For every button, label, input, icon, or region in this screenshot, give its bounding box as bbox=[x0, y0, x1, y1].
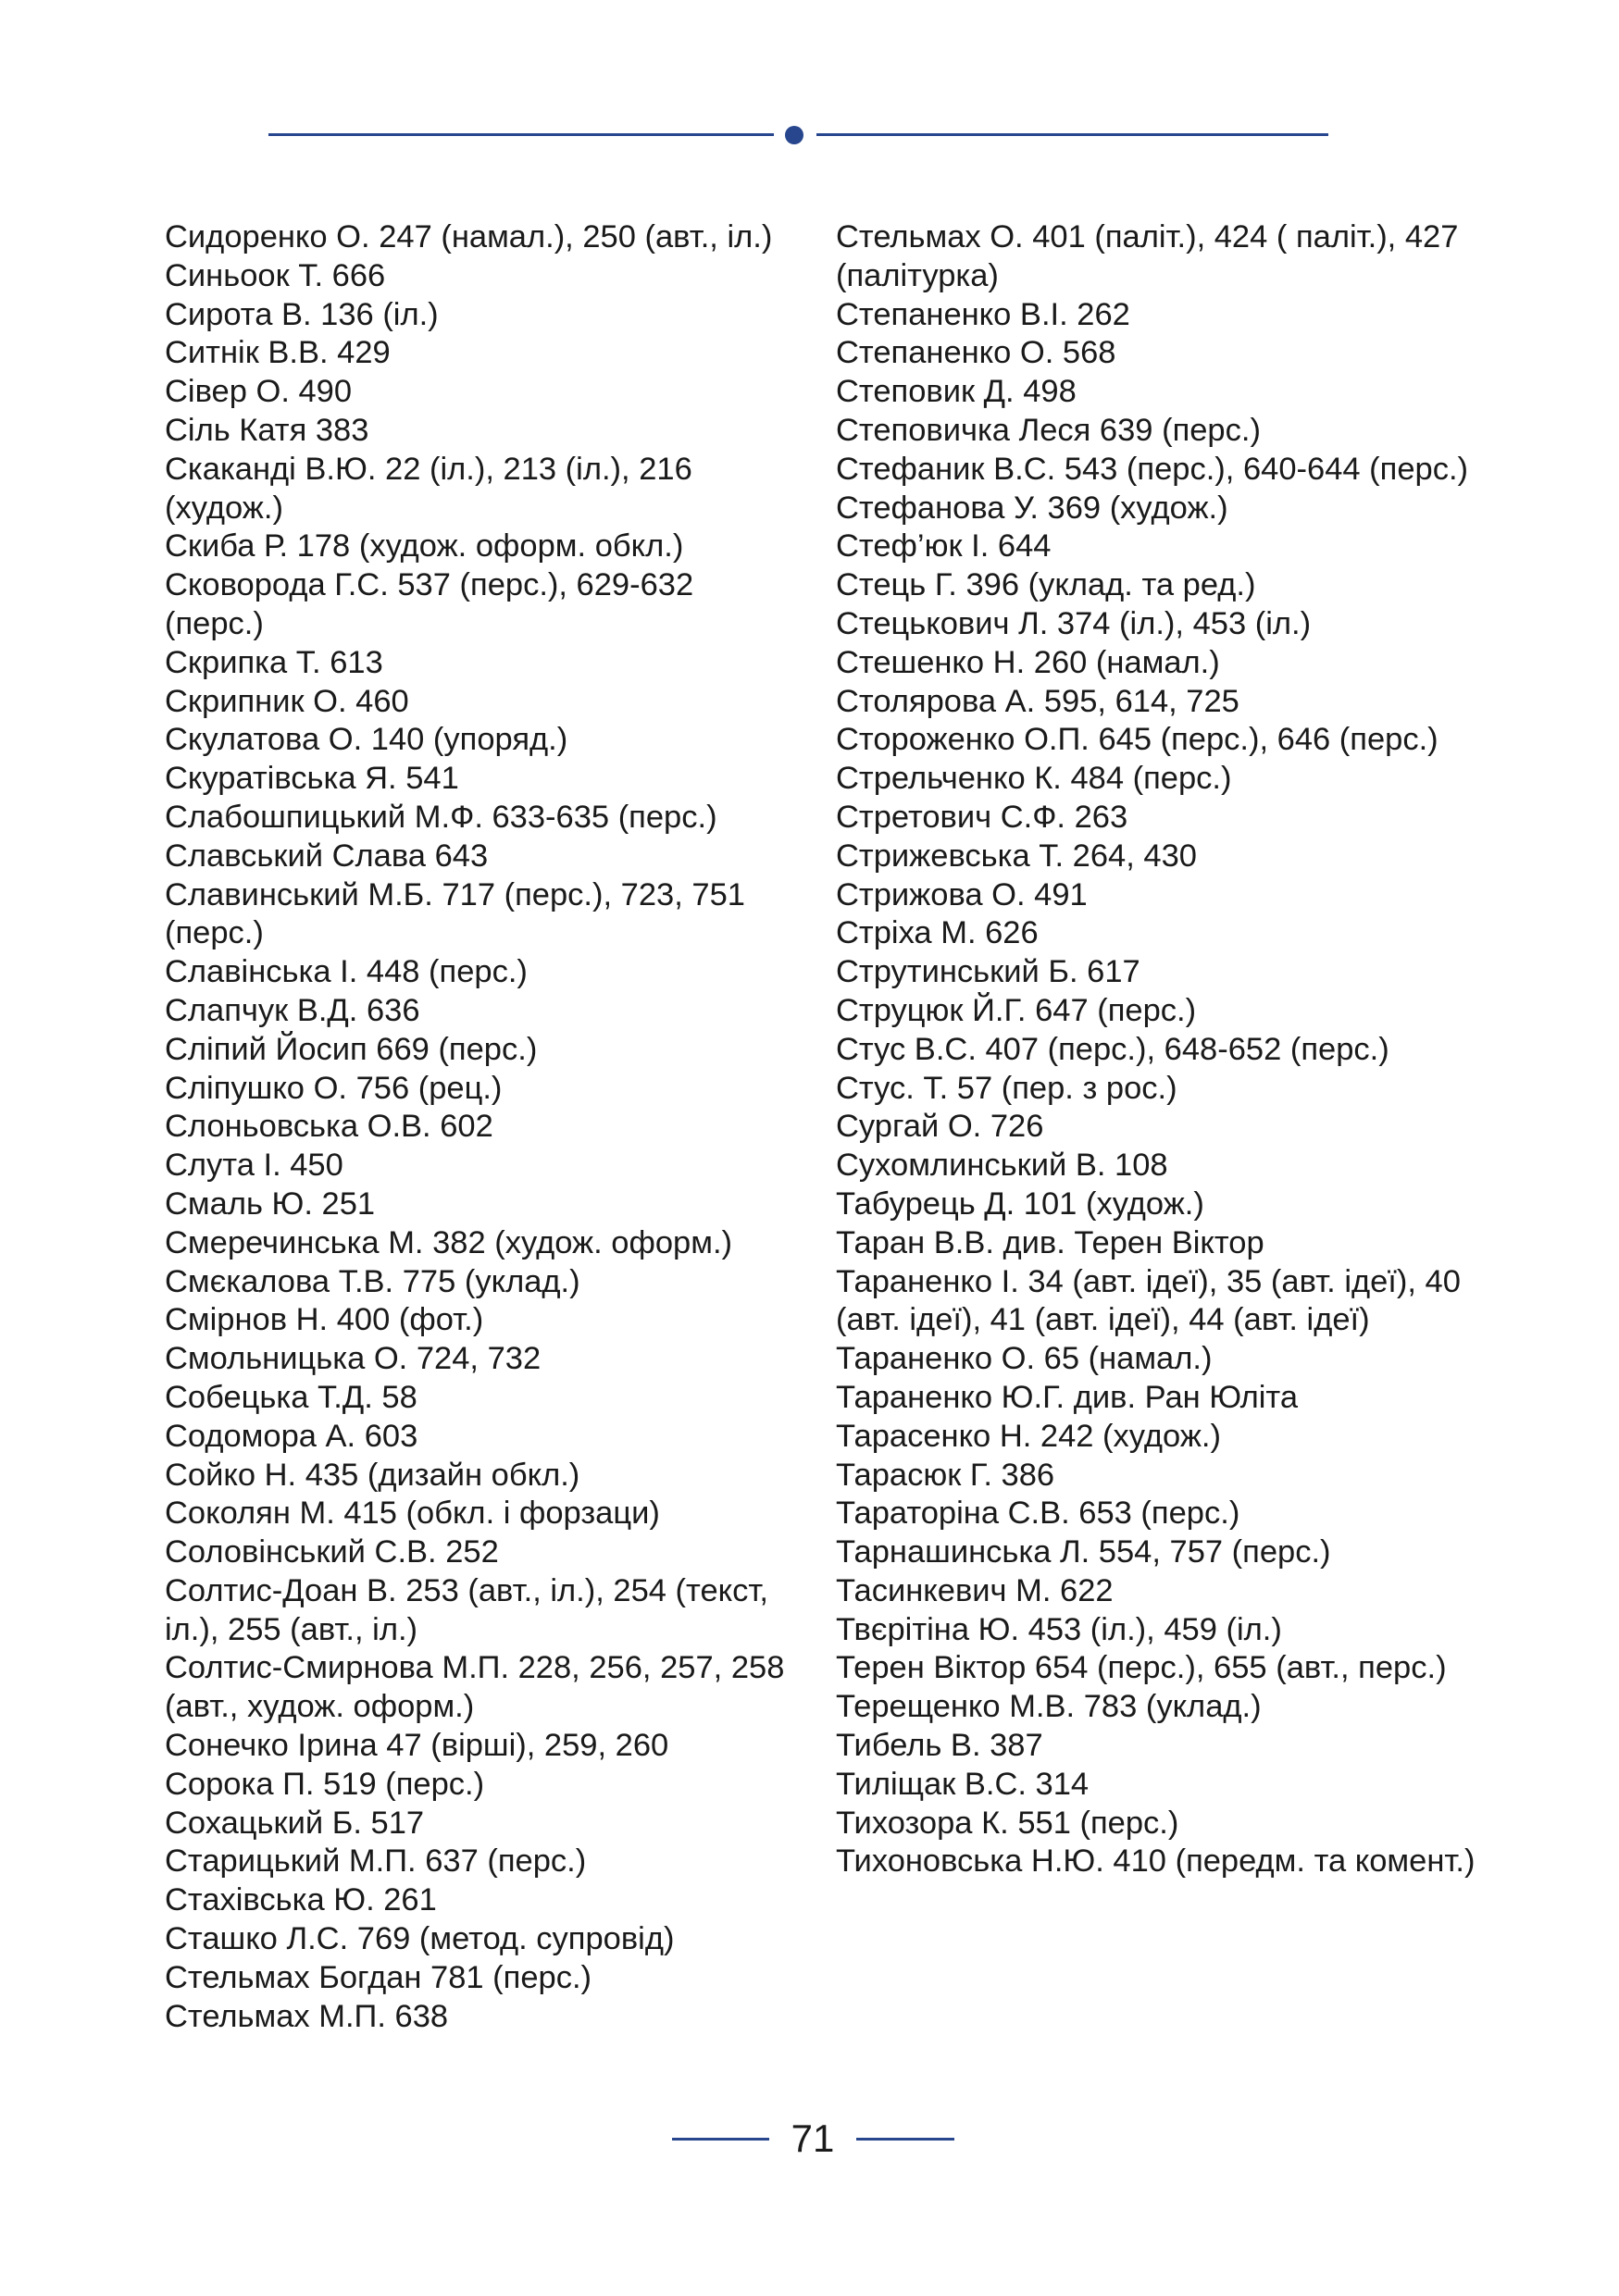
page-footer bbox=[672, 2116, 954, 2162]
index-entry: Тараненко Ю.Г. див. Ран Юліта bbox=[836, 1379, 1299, 1415]
index-entry: Сонечко Ірина 47 (вірші), 259, 260 bbox=[165, 1728, 669, 1764]
index-entry: Смеречинська М. 382 (худож. оформ.) bbox=[165, 1224, 733, 1260]
index-entry: Скрипник О. 460 bbox=[165, 683, 409, 719]
index-entry: Сіль Катя 383 bbox=[165, 412, 369, 448]
index-entry: Сургай О. 726 bbox=[836, 1109, 1044, 1145]
index-entry: Стріха М. 626 bbox=[836, 915, 1039, 951]
index-entry: Сохацький Б. 517 bbox=[165, 1805, 425, 1841]
index-entry: Славський Слава 643 bbox=[165, 838, 489, 874]
index-entry: Стрижевська Т. 264, 430 bbox=[836, 838, 1197, 874]
index-entry: Смєкалова Т.В. 775 (уклад.) bbox=[165, 1263, 580, 1299]
index-entry: Скулатова О. 140 (упоряд.) bbox=[165, 722, 568, 758]
index-entry: Стельмах О. 401 (паліт.), 424 ( паліт.), 427 (палітурка) bbox=[836, 219, 1459, 293]
index-entry: Солтис-Доан В. 253 (авт., іл.), 254 (текст, іл.), 255 (авт., іл.) bbox=[165, 1572, 768, 1647]
index-entry: Струтинський Б. 617 bbox=[836, 954, 1140, 990]
index-entry: Слоньовська О.В. 602 bbox=[165, 1109, 493, 1145]
index-entry: Слапчук В.Д. 636 bbox=[165, 992, 420, 1028]
index-column-left bbox=[165, 218, 794, 2036]
index-entry: Тарасюк Г. 386 bbox=[836, 1457, 1055, 1493]
index-entry: Стрельченко К. 484 (перс.) bbox=[836, 761, 1232, 797]
index-entry: Тасинкевич М. 622 bbox=[836, 1572, 1114, 1608]
index-entry: Соколян М. 415 (обкл. і форзаци) bbox=[165, 1496, 660, 1532]
top-ornament bbox=[268, 126, 1328, 144]
index-entry: Сліпушко О. 756 (рец.) bbox=[165, 1070, 503, 1106]
index-entry: Стус В.С. 407 (перс.), 648-652 (перс.) bbox=[836, 1031, 1389, 1067]
index-entry: Сліпий Йосип 669 (перс.) bbox=[165, 1031, 538, 1067]
index-entry: Ситнік В.В. 429 bbox=[165, 335, 391, 371]
index-entry: Тарасенко Н. 242 (худож.) bbox=[836, 1418, 1221, 1454]
index-entry: Стефаник В.С. 543 (перс.), 640-644 (перс.) bbox=[836, 451, 1469, 487]
index-entry: Стахівська Ю. 261 bbox=[165, 1882, 437, 1918]
ornament-line-right bbox=[816, 133, 1328, 136]
index-entry: Степаненко В.І. 262 bbox=[836, 296, 1130, 332]
index-entry: Сидоренко О. 247 (намал.), 250 (авт., іл.) bbox=[165, 219, 773, 254]
index-entry: Сівер О. 490 bbox=[165, 374, 353, 410]
index-entry: Слабошпицький М.Ф. 633-635 (перс.) bbox=[165, 799, 717, 835]
index-entry: Тараторіна С.В. 653 (перс.) bbox=[836, 1496, 1240, 1532]
index-entry: Стецькович Л. 374 (іл.), 453 (іл.) bbox=[836, 605, 1312, 641]
index-entry: Сорока П. 519 (перс.) bbox=[165, 1766, 485, 1802]
index-entry: Стрижова О. 491 bbox=[836, 876, 1088, 912]
index-entry: Струцюк Й.Г. 647 (перс.) bbox=[836, 992, 1197, 1028]
page-number: 71 bbox=[791, 2116, 835, 2160]
footer-rule-left bbox=[672, 2138, 769, 2141]
index-entry: Смольницька О. 724, 732 bbox=[165, 1341, 542, 1377]
index-entry: Терен Віктор 654 (перс.), 655 (авт., перс.) bbox=[836, 1650, 1447, 1686]
index-entry: Стешенко Н. 260 (намал.) bbox=[836, 644, 1220, 680]
index-entry: Стефанова У. 369 (худож.) bbox=[836, 490, 1228, 526]
index-entry: Степовичка Леся 639 (перс.) bbox=[836, 412, 1261, 448]
index-entry: Тихоновська Н.Ю. 410 (передм. та комент.) bbox=[836, 1843, 1476, 1880]
index-entry: Старицький М.П. 637 (перс.) bbox=[165, 1843, 587, 1880]
index-entry: Тарнашинська Л. 554, 757 (перс.) bbox=[836, 1534, 1331, 1570]
ornament-dot bbox=[785, 126, 803, 144]
index-entry: Тараненко О. 65 (намал.) bbox=[836, 1341, 1213, 1377]
index-entry: Стретович С.Ф. 263 bbox=[836, 799, 1128, 835]
index-entry: Табурець Д. 101 (худож.) bbox=[836, 1185, 1204, 1222]
index-entry: Тиліщак В.С. 314 bbox=[836, 1766, 1090, 1802]
index-entry: Стус. Т. 57 (пер. з рос.) bbox=[836, 1070, 1177, 1106]
index-entry: Стельмах Богдан 781 (перс.) bbox=[165, 1959, 592, 1995]
index-entry: Слута І. 450 bbox=[165, 1148, 343, 1184]
index-column-right bbox=[836, 218, 1479, 1881]
footer-rule-right bbox=[856, 2138, 954, 2141]
index-entry: Тибель В. 387 bbox=[836, 1728, 1043, 1764]
index-entry: Сташко Л.С. 769 (метод. супровід) bbox=[165, 1921, 675, 1957]
index-entry: Смаль Ю. 251 bbox=[165, 1185, 376, 1222]
index-entry: Содомора А. 603 bbox=[165, 1418, 418, 1454]
index-entry: Твєрітіна Ю. 453 (іл.), 459 (іл.) bbox=[836, 1611, 1282, 1647]
index-entry: Тихозора К. 551 (перс.) bbox=[836, 1805, 1179, 1841]
index-entry: Стельмах М.П. 638 bbox=[165, 1998, 449, 2034]
index-entry: Собецька Т.Д. 58 bbox=[165, 1379, 417, 1415]
index-entry: Смірнов Н. 400 (фот.) bbox=[165, 1302, 484, 1338]
ornament-line-left bbox=[268, 133, 774, 136]
index-entry: Скиба Р. 178 (худож. оформ. обкл.) bbox=[165, 528, 684, 565]
index-entry: Тараненко І. 34 (авт. ідеї), 35 (авт. ідеї), 40 (авт. ідеї), 41 (авт. ідеї), 44 (авт. ідеї) bbox=[836, 1263, 1461, 1338]
index-entry: Славінська І. 448 (перс.) bbox=[165, 954, 528, 990]
index-entry: Терещенко М.В. 783 (уклад.) bbox=[836, 1689, 1262, 1725]
index-entry: Скрипка Т. 613 bbox=[165, 644, 383, 680]
index-entry: Сирота В. 136 (іл.) bbox=[165, 296, 439, 332]
index-entry: Степаненко О. 568 bbox=[836, 335, 1116, 371]
name-index bbox=[165, 218, 1479, 2088]
index-entry: Славинський М.Б. 717 (перс.), 723, 751 (перс.) bbox=[165, 876, 745, 951]
index-entry: Скуратівська Я. 541 bbox=[165, 761, 459, 797]
index-entry: Столярова А. 595, 614, 725 bbox=[836, 683, 1239, 719]
index-entry: Солтис-Смирнова М.П. 228, 256, 257, 258 (авт., худож. оформ.) bbox=[165, 1650, 785, 1725]
index-entry: Степовик Д. 498 bbox=[836, 374, 1077, 410]
index-entry: Стороженко О.П. 645 (перс.), 646 (перс.) bbox=[836, 722, 1438, 758]
index-entry: Соловінський С.В. 252 bbox=[165, 1534, 499, 1570]
index-entry: Скаканді В.Ю. 22 (іл.), 213 (іл.), 216 (худож.) bbox=[165, 451, 692, 526]
index-entry: Стеф’юк І. 644 bbox=[836, 528, 1052, 565]
index-entry: Сухомлинський В. 108 bbox=[836, 1148, 1168, 1184]
index-entry: Синьоок Т. 666 bbox=[165, 257, 386, 293]
index-entry: Сойко Н. 435 (дизайн обкл.) bbox=[165, 1457, 580, 1493]
index-entry: Таран В.В. див. Терен Віктор bbox=[836, 1224, 1264, 1260]
index-entry: Сковорода Г.С. 537 (перс.), 629-632 (перс.) bbox=[165, 567, 694, 641]
index-entry: Стець Г. 396 (уклад. та ред.) bbox=[836, 567, 1256, 603]
